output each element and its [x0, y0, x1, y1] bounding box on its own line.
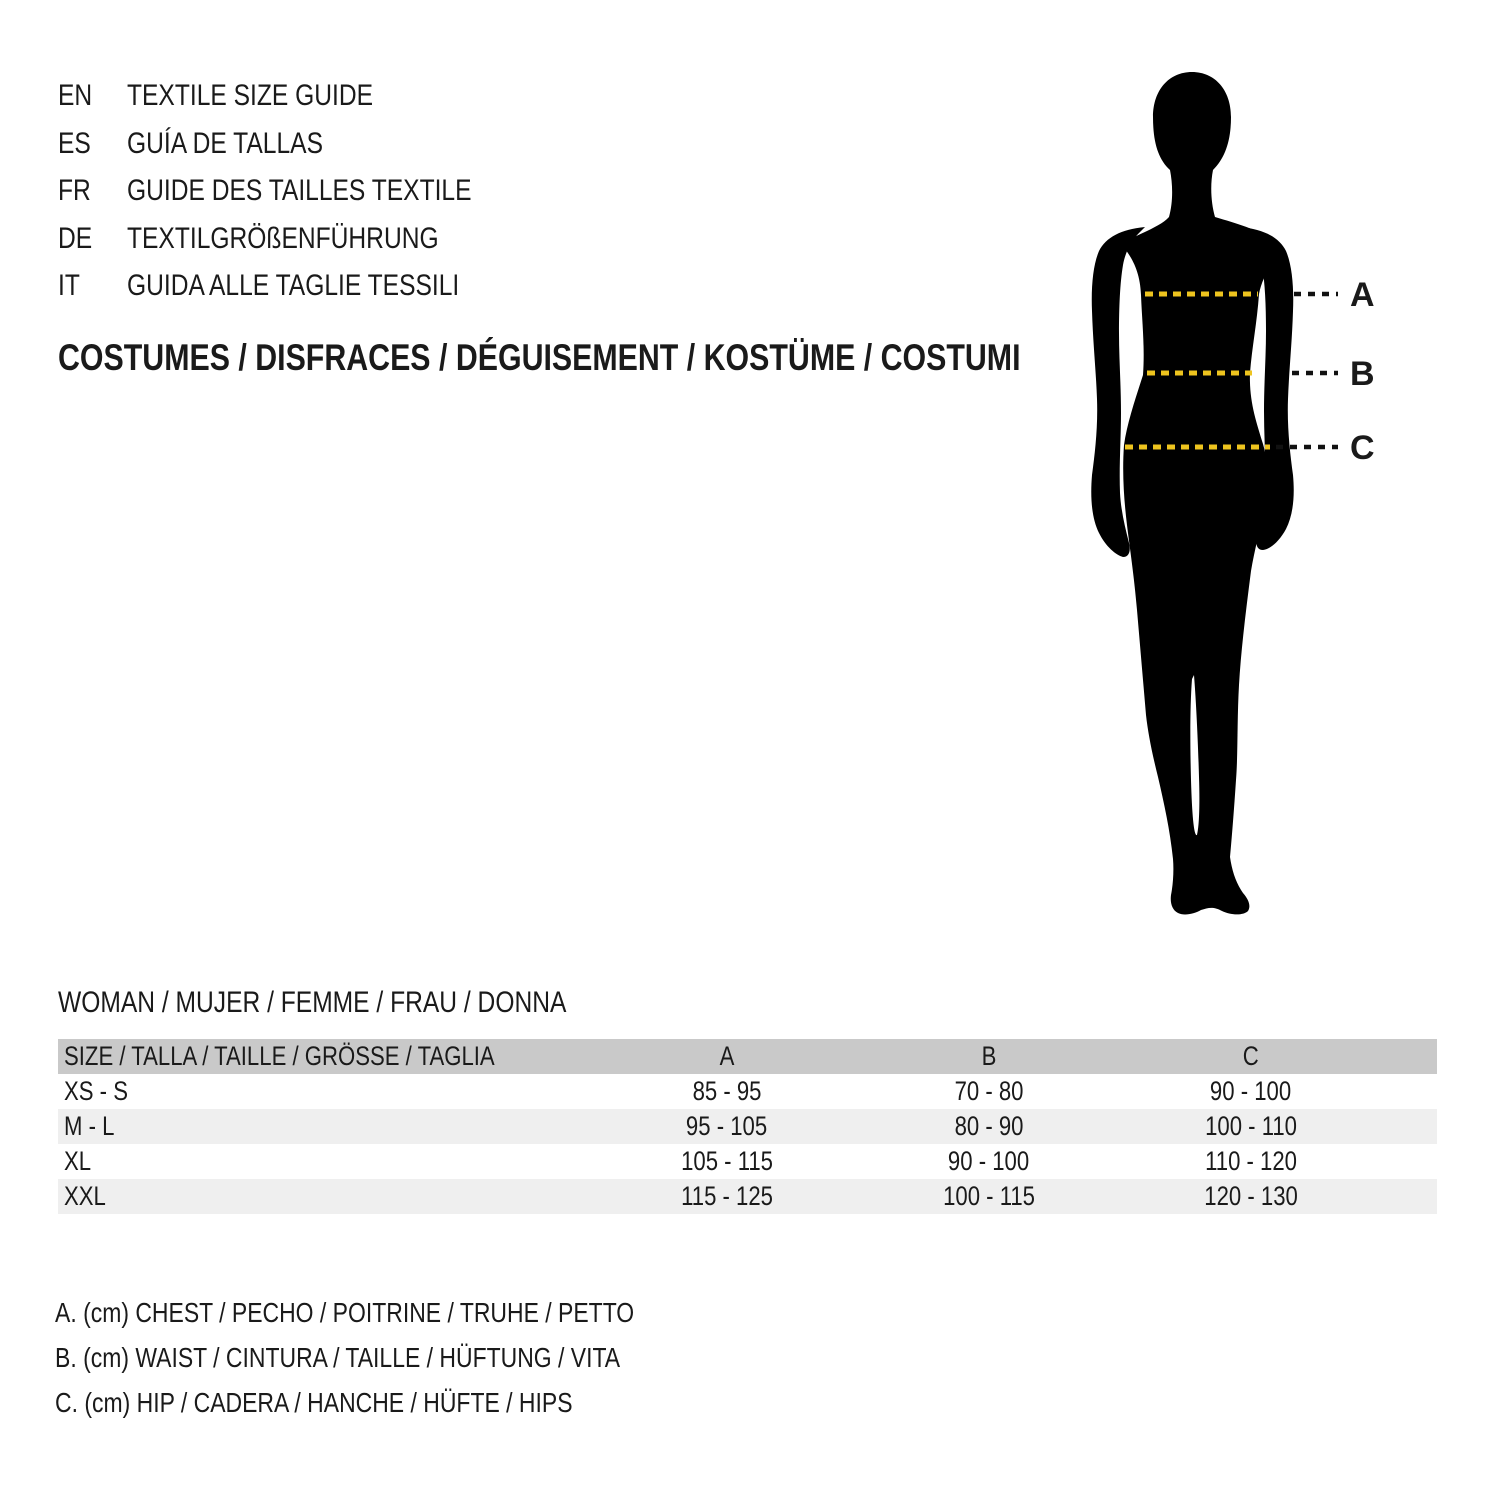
cell-a: 95 - 105 [686, 1111, 768, 1141]
cell-a: 85 - 95 [692, 1076, 762, 1106]
cell-c: 90 - 100 [1210, 1076, 1292, 1106]
measurement-legend [55, 1290, 761, 1425]
table-row [58, 1144, 1437, 1179]
cell-size: XL [64, 1146, 92, 1176]
cell-size: M - L [64, 1111, 115, 1141]
header-size: SIZE / TALLA / TAILLE / GRÖSSE / TAGLIA [64, 1041, 495, 1071]
cell-c: 120 - 130 [1204, 1181, 1298, 1211]
legend-waist: B. (cm) WAIST / CINTURA / TAILLE / HÜFTUNG / VITA [55, 1342, 621, 1373]
guide-title: GUÍA DE TALLAS [127, 126, 323, 160]
cell-b: 100 - 115 [942, 1181, 1035, 1211]
table-row [58, 1179, 1437, 1214]
header-c: C [1242, 1041, 1259, 1071]
language-code: ES [58, 126, 91, 160]
marker-label-a: A [1350, 276, 1375, 314]
table-row [58, 1074, 1437, 1109]
cell-c: 100 - 110 [1204, 1111, 1297, 1141]
legend-hip: C. (cm) HIP / CADERA / HANCHE / HÜFTE / HIPS [55, 1387, 573, 1418]
header-a: A [719, 1041, 735, 1071]
marker-label-c: C [1350, 429, 1375, 467]
header-b: B [981, 1041, 997, 1071]
guide-title: TEXTILE SIZE GUIDE [127, 79, 374, 112]
cell-b: 90 - 100 [948, 1146, 1030, 1176]
language-code: EN [58, 79, 93, 112]
marker-label-b: B [1350, 355, 1375, 393]
language-code: DE [58, 221, 93, 255]
woman-silhouette [1121, 72, 1279, 914]
legend-chest: A. (cm) CHEST / PECHO / POITRINE / TRUHE / PETTO [55, 1297, 635, 1328]
guide-title: GUIDA ALLE TAGLIE TESSILI [127, 269, 460, 302]
cell-a: 105 - 115 [680, 1146, 773, 1176]
cell-size: XS - S [64, 1076, 128, 1106]
cell-b: 70 - 80 [954, 1076, 1024, 1106]
table-row [58, 1109, 1437, 1144]
guide-title: GUIDE DES TAILLES TEXTILE [127, 174, 472, 207]
cell-a: 115 - 125 [680, 1181, 773, 1211]
woman-silhouette-figure [1080, 65, 1410, 925]
guide-title: TEXTILGRÖßENFÜHRUNG [127, 221, 439, 255]
category-title: COSTUMES / DISFRACES / DÉGUISEMENT / KOSTÜME / COSTUMI [58, 337, 1021, 378]
language-code: IT [58, 269, 80, 302]
language-code: FR [58, 174, 91, 207]
size-table [58, 1039, 1437, 1214]
category-title-wrap [58, 338, 1232, 378]
cell-c: 110 - 120 [1204, 1146, 1297, 1176]
table-section-title-wrap [58, 988, 678, 1018]
table-section-title: WOMAN / MUJER / FEMME / FRAU / DONNA [58, 986, 567, 1019]
cell-size: XXL [64, 1181, 106, 1211]
cell-b: 80 - 90 [954, 1111, 1024, 1141]
size-table-header-row [58, 1039, 1437, 1074]
